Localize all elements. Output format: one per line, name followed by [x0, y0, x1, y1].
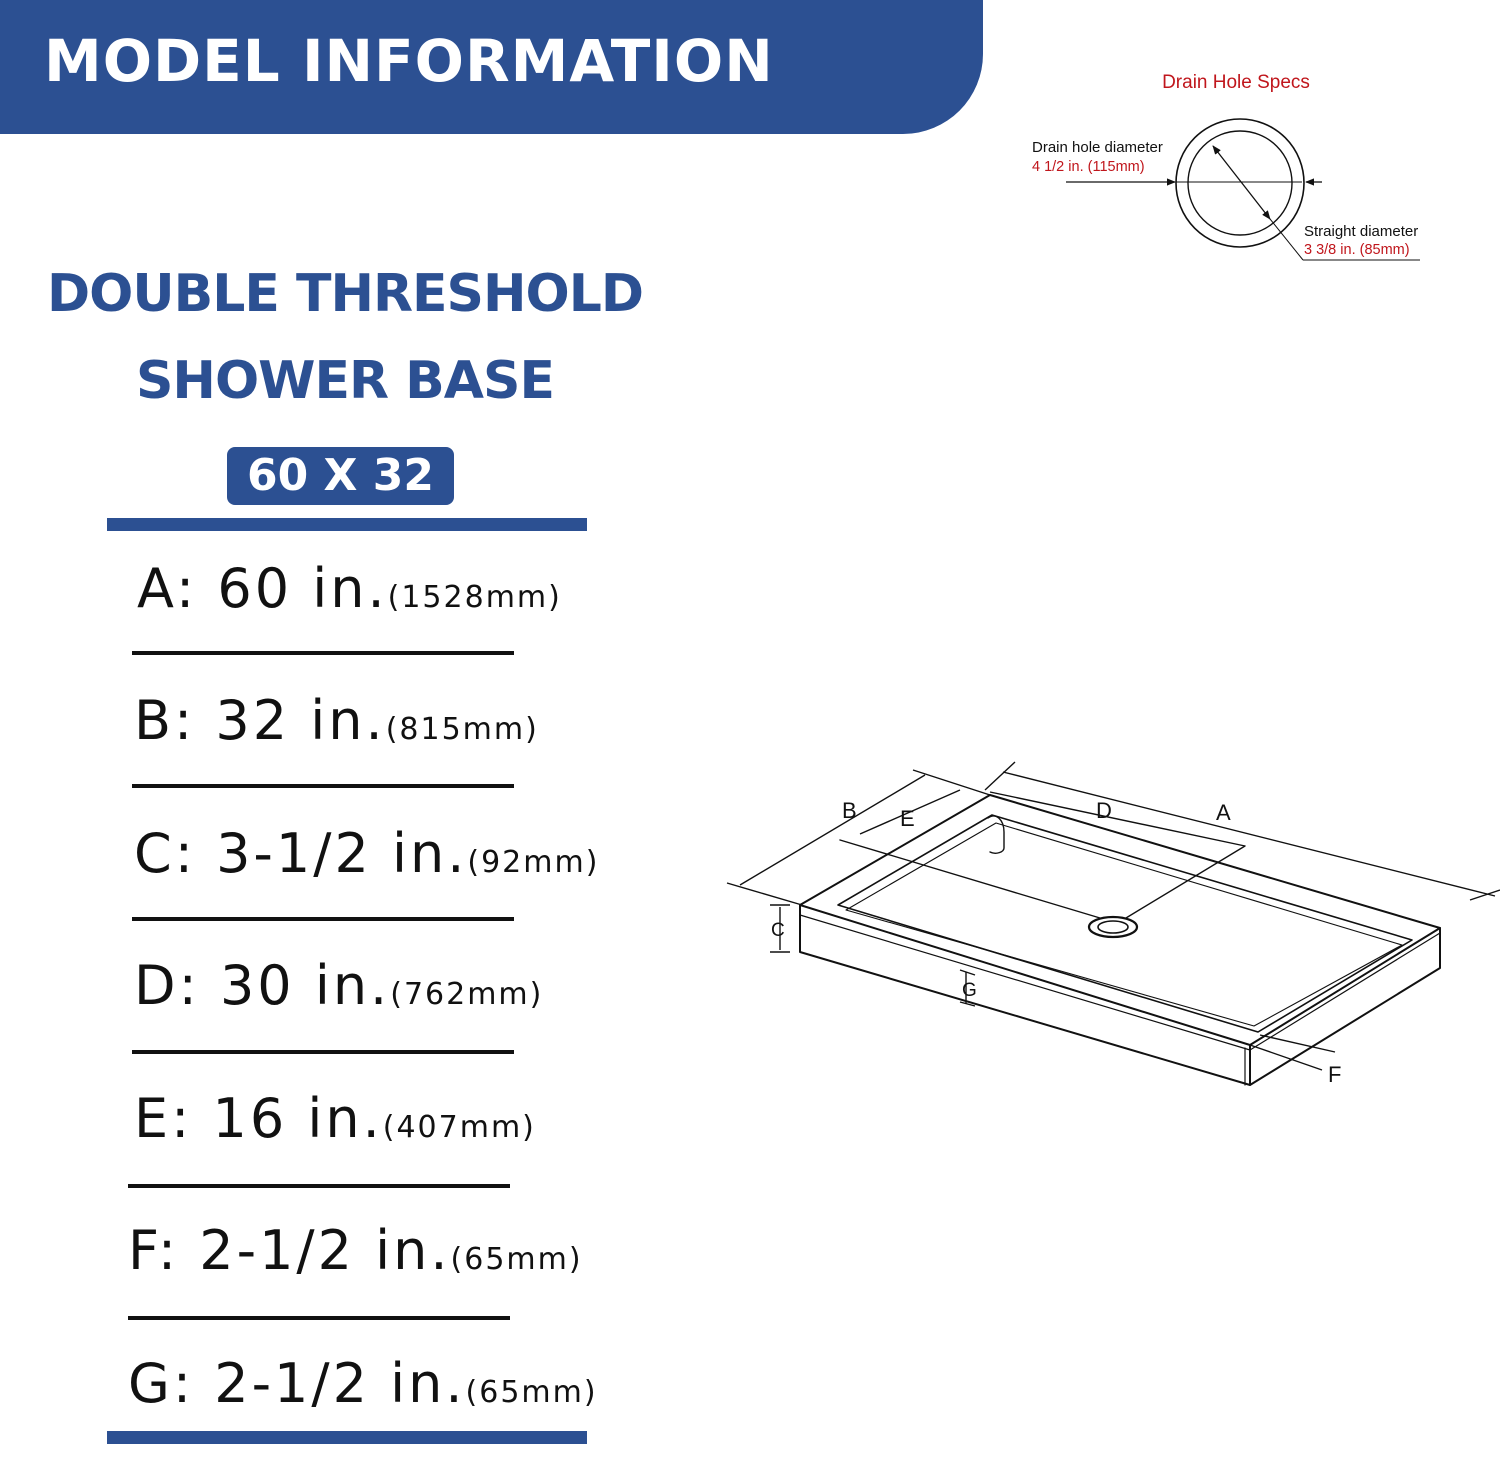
base-front-edge	[800, 915, 1250, 1050]
dimension-value: : 3-1/2 in.	[174, 822, 468, 885]
ext-f-top	[1260, 1035, 1335, 1052]
label-b: B	[842, 798, 857, 823]
dimension-value: : 32 in.	[174, 689, 386, 752]
label-a: A	[1216, 800, 1231, 825]
drain-hole-specs	[1032, 72, 1420, 260]
dimline-a	[1003, 772, 1495, 896]
drain-hole-inner	[1098, 921, 1128, 933]
product-title-line1: DOUBLE THRESHOLD	[46, 264, 643, 324]
label-e: E	[900, 806, 915, 831]
dimline-b	[740, 775, 925, 885]
header-title: MODEL INFORMATION	[44, 27, 774, 95]
hole-diameter-value: 4 1/2 in. (115mm)	[1032, 159, 1145, 175]
dimension-letter: B	[134, 689, 175, 752]
dimension-metric: (65mm)	[450, 1242, 583, 1277]
dimension-value: : 2-1/2 in.	[172, 1352, 466, 1415]
hole-diameter-label: Drain hole diameter	[1032, 139, 1163, 156]
dimension-letter: F	[128, 1219, 158, 1282]
straight-diameter-label: Straight diameter	[1304, 223, 1419, 240]
dimline-d	[990, 792, 1245, 846]
label-g: G	[962, 980, 977, 1001]
base-right-edge	[1250, 933, 1440, 1050]
dimension-value: : 60 in.	[176, 557, 388, 620]
base-front-face	[800, 905, 1250, 1085]
dimension-letter: A	[137, 557, 176, 620]
dimension-value: : 2-1/2 in.	[157, 1219, 451, 1282]
dimension-value: : 30 in.	[178, 954, 391, 1017]
ext-f-bottom	[1250, 1045, 1322, 1070]
threshold-curb	[988, 816, 1004, 853]
dimension-metric: (407mm)	[382, 1110, 536, 1145]
ext-g-top	[960, 970, 975, 975]
dimension-value: : 16 in.	[171, 1087, 383, 1150]
ext-b-front	[727, 883, 802, 905]
straight-diameter-value: 3 3/8 in. (85mm)	[1304, 242, 1410, 258]
product-title-line2: SHOWER BASE	[135, 351, 555, 411]
drain-specs-title: Drain Hole Specs	[1162, 72, 1310, 93]
dimension-metric: (65mm)	[465, 1375, 598, 1410]
label-c: C	[771, 920, 785, 941]
dimension-metric: (815mm)	[385, 712, 539, 747]
shower-base-drawing	[800, 795, 1440, 1085]
dimension-letter: E	[134, 1087, 172, 1150]
dimension-metric: (1528mm)	[387, 580, 562, 615]
label-f: F	[1328, 1062, 1342, 1087]
dimension-letter: C	[134, 822, 175, 885]
dimension-metric: (762mm)	[390, 977, 544, 1012]
drain-centerline-e	[840, 840, 1100, 918]
drain-hole	[1089, 917, 1137, 937]
base-right-face	[1250, 928, 1440, 1085]
dimension-metric: (92mm)	[467, 845, 600, 880]
drain-outer-circle	[1176, 119, 1304, 247]
drain-inner-circle	[1188, 131, 1292, 235]
straight-diameter-leader	[1270, 219, 1303, 260]
label-d: D	[1096, 798, 1112, 823]
dimension-letter: G	[128, 1352, 173, 1415]
ext-a-left	[985, 762, 1015, 790]
ext-b-back	[913, 770, 990, 795]
dimension-letter: D	[134, 954, 179, 1017]
drain-centerline-d	[1126, 846, 1245, 918]
size-badge: 60 X 32	[227, 447, 454, 505]
